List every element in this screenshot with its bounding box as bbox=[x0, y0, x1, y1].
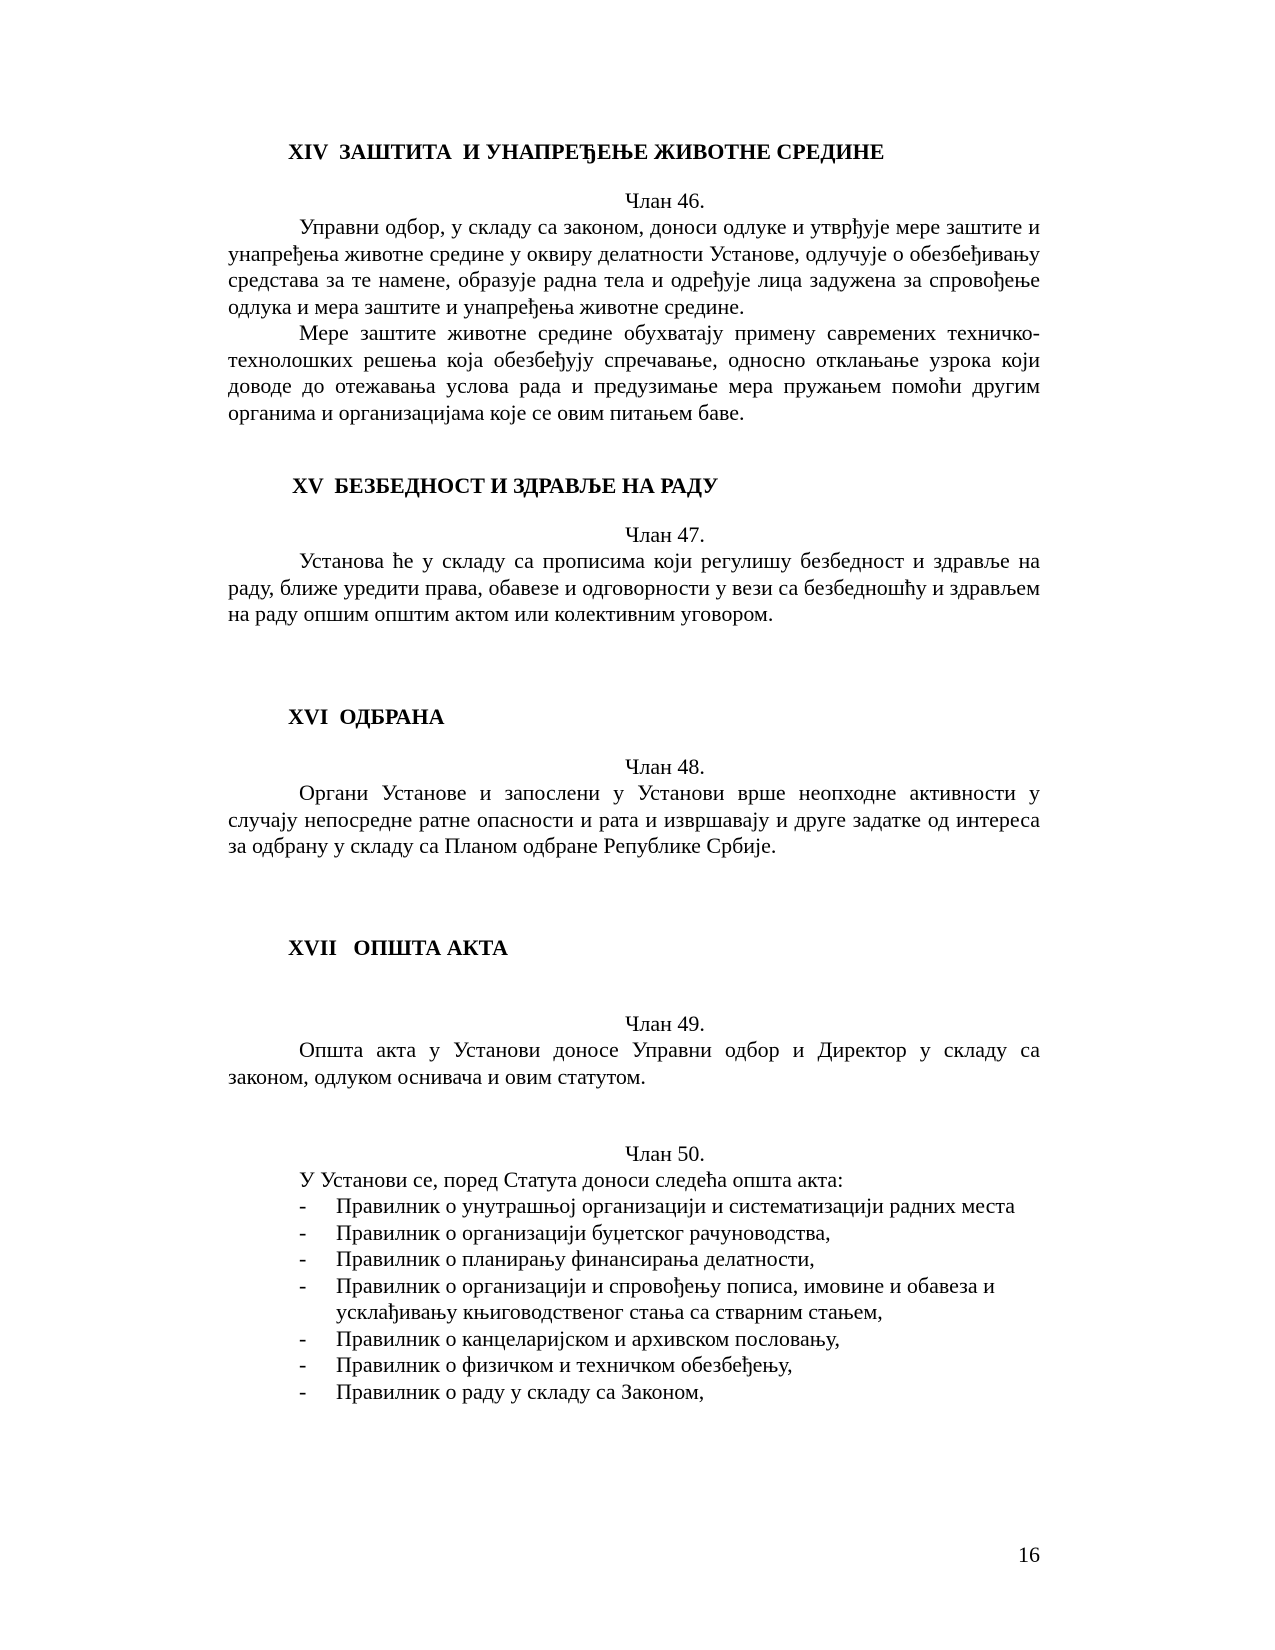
list-marker: - bbox=[299, 1219, 307, 1245]
list-marker: - bbox=[299, 1193, 307, 1218]
article-48-paragraph-1: Органи Установе и запослени у Установи врше неопходне активности у случају непосредне ратне опасности и рата и извршавају и друге задатке од интереса за одбрану у складу са Планом одбране Републике Србије. bbox=[228, 780, 1040, 858]
document-page bbox=[228, 0, 1040, 1650]
article-label-47: Члан 47. bbox=[625, 522, 705, 547]
list-marker: - bbox=[299, 1378, 307, 1404]
article-46-paragraph-2: Мере заштите животне средине обухватају примену савремених техничко-технолошких решења која обезбеђују спречавање, односно отклањање узрока који доводе до отежавања услова рада и предузимање мера пружањем помоћи другим органима и организацијама које се овим питањем баве. bbox=[228, 320, 1040, 425]
article-50-intro: У Установи се, поред Статута доноси следећа општа акта: bbox=[299, 1167, 844, 1192]
list-marker: - bbox=[299, 1246, 307, 1271]
list-item: - Правилник о организацији буџетског рачуноводства, bbox=[299, 1219, 831, 1245]
section-heading-xv: XV БЕЗБЕДНОСТ И ЗДРАВЉЕ НА РАДУ bbox=[292, 473, 719, 498]
section-heading-xvi: XVI ОДБРАНА bbox=[288, 704, 445, 729]
list-item: - Правилник о канцеларијском и архивском пословању, bbox=[299, 1325, 840, 1351]
article-47-paragraph-1: Установа ће у складу са прописима који регулишу безбедност и здравље на раду, ближе уредити права, обавезе и одговорности у вези са безбедношћу и здрављем на раду опшим општим актом или колективним уговором. bbox=[228, 548, 1040, 626]
article-46-paragraph-1: Управни одбор, у складу са законом, доноси одлуке и утврђује мере заштите и унапређења животне средине у оквиру делатности Установе, одлучује о обезбеђивању средстава за те намене, образује радна тела и одређује лица задужена за спровођење одлука и мера заштите и унапређења животне средине. bbox=[228, 214, 1040, 319]
article-label-46: Члан 46. bbox=[625, 188, 705, 213]
article-label-49: Члан 49. bbox=[625, 1011, 705, 1036]
list-item: - Правилник о раду у складу са Законом, bbox=[299, 1378, 705, 1404]
article-label-50: Члан 50. bbox=[625, 1141, 705, 1166]
list-item: - Правилник о физичком и техничком обезбеђењу, bbox=[299, 1352, 793, 1377]
article-label-48: Члан 48. bbox=[625, 754, 705, 779]
section-heading-xiv: XIV ЗАШТИТА И УНАПРЕЂЕЊЕ ЖИВОТНЕ СРЕДИНЕ bbox=[288, 139, 885, 164]
page-number: 16 bbox=[1018, 1542, 1040, 1567]
list-item: - Правилник о организацији и спровођењу пописа, имовине и обавеза и усклађивању књиговодственог стања са стварним стањем, bbox=[299, 1272, 995, 1324]
article-49-paragraph-1: Општа акта у Установи доносе Управни одбор и Директор у складу са законом, одлуком оснивача и овим статутом. bbox=[228, 1037, 1040, 1089]
list-item: - Правилник о планирању финансирања делатности, bbox=[299, 1246, 815, 1271]
list-item: - Правилник о унутрашњој организацији и систематизацији радних места bbox=[299, 1193, 1015, 1218]
list-marker: - bbox=[299, 1352, 307, 1377]
general-acts-list bbox=[299, 1193, 1040, 1405]
list-marker: - bbox=[299, 1325, 307, 1351]
section-heading-xvii: XVII ОПШТА АКТА bbox=[288, 935, 509, 960]
list-marker: - bbox=[299, 1272, 307, 1298]
